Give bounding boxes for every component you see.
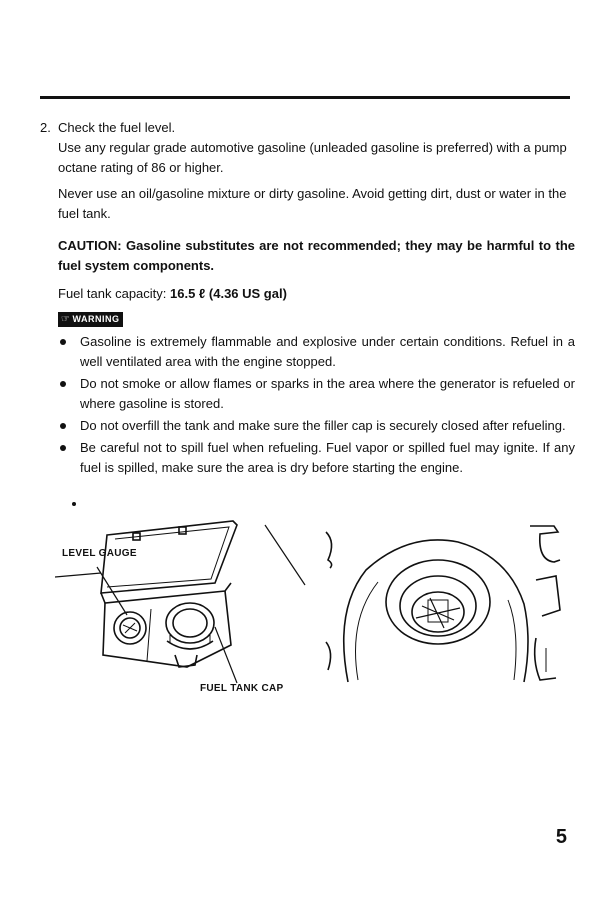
step-2 xyxy=(40,118,575,480)
fuel-capacity xyxy=(58,284,575,304)
capacity-value: 16.5 ℓ (4.36 US gal) xyxy=(170,286,287,301)
warning-label: WARNING xyxy=(72,314,120,324)
filler-neck-illustration xyxy=(318,520,573,690)
warning-item: Do not overfill the tank and make sure the filler cap is securely closed after refueling. xyxy=(58,416,575,436)
step-title: Check the fuel level. xyxy=(58,120,176,135)
warning-block xyxy=(58,308,575,478)
capacity-label: Fuel tank capacity: xyxy=(58,286,167,301)
caution-note: CAUTION: Gasoline substitutes are not recommended; they may be harmful to the fuel system components. xyxy=(58,238,575,273)
warning-item: Be careful not to spill fuel when refueling. Fuel vapor or spilled fuel may ignite. If any fuel is spilled, make sure the area is dry before starting the engine. xyxy=(58,438,575,478)
stray-dot xyxy=(72,502,76,506)
fuel-tank-illustration xyxy=(55,515,320,700)
page-number: 5 xyxy=(555,826,567,848)
step-number: 2. xyxy=(40,120,51,135)
fuel-grade-paragraph: Use any regular grade automotive gasoline (unleaded gasoline is preferred) with a pump octane rating of 86 or higher. xyxy=(58,140,567,175)
warning-list xyxy=(58,332,575,478)
fuel-tank-cap-label: FUEL TANK CAP xyxy=(200,683,284,694)
warning-item: Do not smoke or allow flames or sparks in the area where the generator is refueled or where gasoline is stored. xyxy=(58,374,575,414)
hand-icon: ☞ xyxy=(61,314,71,325)
level-gauge-label: LEVEL GAUGE xyxy=(62,548,137,559)
warning-item: Gasoline is extremely flammable and explosive under certain conditions. Refuel in a well ventilated area with the engine stopped. xyxy=(58,332,575,372)
warning-badge xyxy=(58,312,123,327)
mixture-paragraph: Never use an oil/gasoline mixture or dirty gasoline. Avoid getting dirt, dust or water in the fuel tank. xyxy=(58,186,567,221)
header-rule xyxy=(40,96,570,99)
